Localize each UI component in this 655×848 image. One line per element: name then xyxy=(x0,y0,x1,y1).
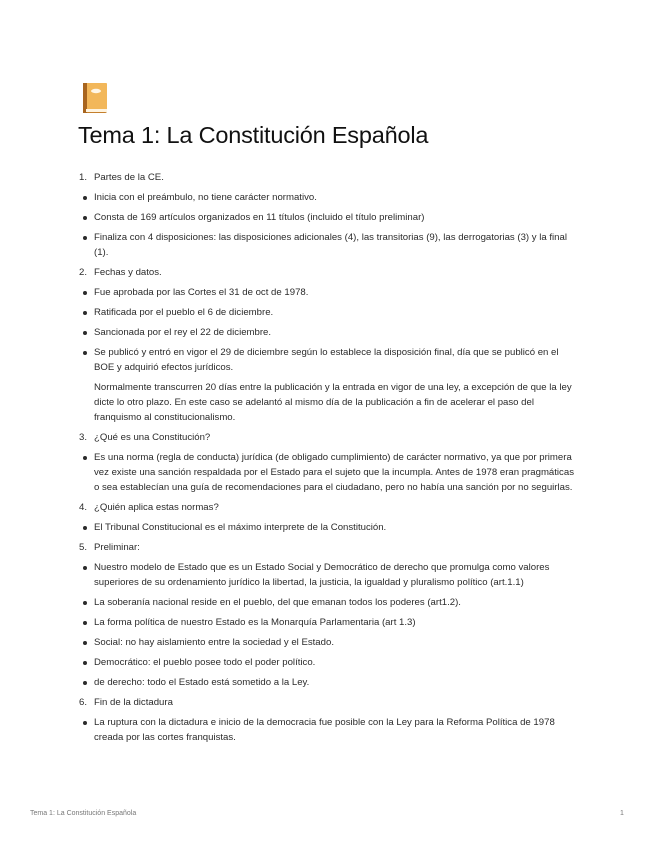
section-heading: 5. Preliminar: xyxy=(79,542,140,553)
list-item: Se publicó y entró en vigor el 29 de diciembre según lo establece la disposición final, día que se publicó en el BOE y adquirió efectos jurídicos. xyxy=(80,345,580,375)
page-number: 1 xyxy=(620,810,624,817)
list-item: La forma política de nuestro Estado es la Monarquía Parlamentaria (art 1.3) xyxy=(80,615,580,630)
footer-title: Tema 1: La Constitución Española xyxy=(30,810,137,817)
section-heading: 1. Partes de la CE. xyxy=(79,172,164,183)
page-title: Tema 1: La Constitución Española xyxy=(78,122,429,148)
list-item: Ratificada por el pueblo el 6 de diciembre. xyxy=(80,305,580,320)
note-paragraph: Normalmente transcurren 20 días entre la publicación y la entrada en vigor de una ley, a excepción de que la ley dicte lo otro plazo. En este caso se adelantó al mismo día de la publicación a fin de acelerar el paso del franquismo al constitucionalismo. xyxy=(94,382,572,423)
section-heading: 2. Fechas y datos. xyxy=(79,267,162,278)
document-body xyxy=(80,170,580,750)
list-item: Sancionada por el rey el 22 de diciembre. xyxy=(80,325,580,340)
list-item: Finaliza con 4 disposiciones: las disposiciones adicionales (4), las transitorias (9), las derrogatorias (3) y la final (1). xyxy=(80,230,580,260)
list-item: Fue aprobada por las Cortes el 31 de oct de 1978. xyxy=(80,285,580,300)
list-item: Democrático: el pueblo posee todo el poder político. xyxy=(80,655,580,670)
list-item: El Tribunal Constitucional es el máximo interprete de la Constitución. xyxy=(80,520,580,535)
list-item: de derecho: todo el Estado está sometido a la Ley. xyxy=(80,675,580,690)
list-item: Consta de 169 artículos organizados en 11 títulos (incluido el título preliminar) xyxy=(80,210,580,225)
section-heading: 4. ¿Quién aplica estas normas? xyxy=(79,502,219,513)
list-item: Social: no hay aislamiento entre la sociedad y el Estado. xyxy=(80,635,580,650)
list-item: Inicia con el preámbulo, no tiene carácter normativo. xyxy=(80,190,580,205)
list-item: La ruptura con la dictadura e inicio de la democracia fue posible con la Ley para la Reforma Política de 1978 creada por las cortes franquistas. xyxy=(80,715,580,745)
list-item: Es una norma (regla de conducta) jurídica (de obligado cumplimiento) de carácter normativo, ya que por primera vez existe una sanción respaldada por el Estado para el sujeto que la incumpla. Antes de 1978 eran pragmáticas o sea establecían una guía de recomendaciones para el ciudadano, pero no había una sanción por no seguirlas. xyxy=(80,450,580,495)
book-icon xyxy=(81,82,109,114)
list-item: La soberanía nacional reside en el pueblo, del que emanan todos los poderes (art1.2). xyxy=(80,595,580,610)
section-heading: 3. ¿Qué es una Constitución? xyxy=(79,432,211,443)
list-item: Nuestro modelo de Estado que es un Estado Social y Democrático de derecho que promulga como valores superiores de su ordenamiento jurídico la libertad, la justicia, la igualdad y pluralismo político (art.1.1) xyxy=(80,560,580,590)
section-heading: 6. Fin de la dictadura xyxy=(79,697,173,708)
